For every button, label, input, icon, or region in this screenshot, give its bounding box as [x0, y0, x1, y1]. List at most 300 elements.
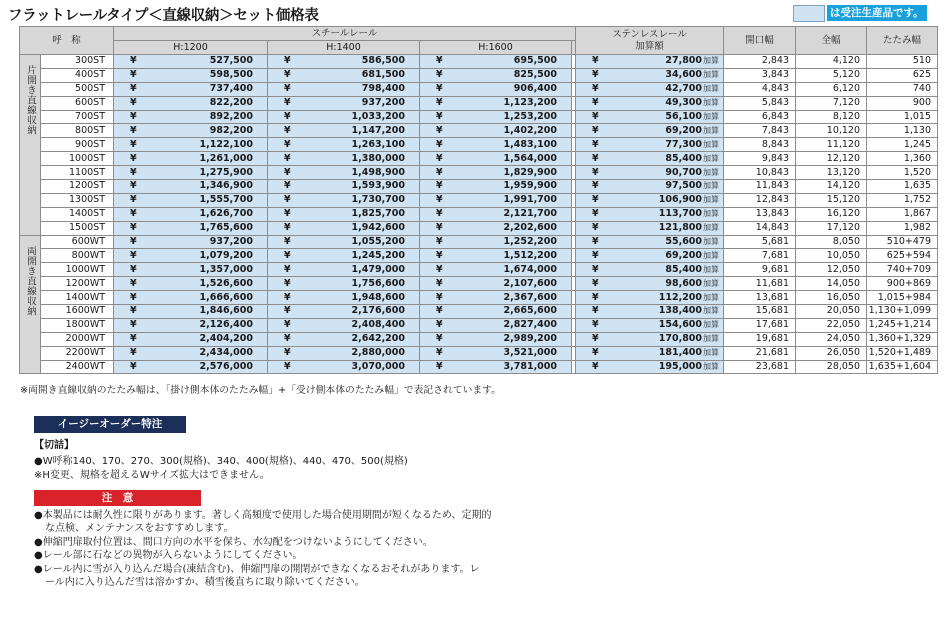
yen-sign: ¥ — [130, 97, 137, 109]
price-h1600 — [420, 277, 572, 291]
price-h1200 — [114, 138, 268, 152]
folded-width: 1,360+1,329 — [867, 332, 938, 346]
opening-width: 11,681 — [724, 277, 796, 291]
header-h1200: H:1200 — [114, 41, 268, 55]
yen-sign: ¥ — [130, 319, 137, 331]
yen-sign: ¥ — [436, 333, 443, 345]
row-name: 2400WT — [41, 360, 114, 374]
add-label: 加算 — [703, 195, 720, 205]
price-value: 737,400 — [209, 83, 254, 95]
yen-sign: ¥ — [130, 333, 137, 345]
add-label: 加算 — [703, 292, 720, 302]
add-label: 加算 — [703, 112, 720, 121]
row-name: 1200WT — [41, 277, 114, 291]
yen-sign: ¥ — [436, 222, 443, 234]
yen-sign: ¥ — [592, 97, 599, 109]
header-stainless — [576, 27, 724, 55]
yen-sign: ¥ — [436, 55, 443, 67]
yen-sign: ¥ — [284, 97, 291, 109]
price-value: 1,147,200 — [351, 124, 406, 136]
yen-sign: ¥ — [130, 69, 137, 81]
yen-sign: ¥ — [592, 83, 599, 95]
price-h1600 — [420, 82, 572, 96]
price-value: 598,500 — [209, 69, 254, 81]
yen-sign: ¥ — [436, 152, 443, 164]
yen-sign: ¥ — [284, 347, 291, 359]
total-width: 8,050 — [796, 235, 867, 249]
price-value: 1,593,900 — [351, 180, 406, 192]
price-h1400 — [268, 291, 420, 305]
price-value: 1,825,700 — [351, 208, 406, 220]
price-h1200 — [114, 249, 268, 263]
add-label: 加算 — [703, 334, 720, 344]
total-width: 5,120 — [796, 68, 867, 82]
stainless-value: 195,000 — [658, 361, 703, 373]
price-h1600 — [420, 55, 572, 69]
yen-sign: ¥ — [284, 111, 291, 122]
opening-width: 17,681 — [724, 318, 796, 332]
yen-sign: ¥ — [592, 361, 599, 373]
price-h1600 — [420, 180, 572, 194]
price-value: 1,555,700 — [199, 194, 254, 206]
total-width: 12,050 — [796, 263, 867, 277]
cut-line-2: ※H変更、規格を超えるWサイズ拡大はできません。 — [34, 470, 270, 481]
total-width: 10,050 — [796, 249, 867, 263]
opening-width: 21,681 — [724, 346, 796, 360]
stainless-add — [576, 82, 724, 96]
table-row — [20, 55, 938, 69]
row-name: 2200WT — [41, 346, 114, 360]
price-h1400 — [268, 68, 420, 82]
price-value: 1,756,600 — [351, 277, 406, 289]
table-body — [20, 55, 938, 374]
row-name: 1000ST — [41, 152, 114, 166]
yen-sign: ¥ — [130, 277, 137, 289]
add-label: 加算 — [703, 250, 720, 260]
price-value: 822,200 — [209, 97, 254, 109]
price-h1600 — [420, 68, 572, 82]
folded-width: 740+709 — [867, 263, 938, 277]
opening-width: 5,681 — [724, 235, 796, 249]
total-width: 13,120 — [796, 166, 867, 180]
opening-width: 5,843 — [724, 96, 796, 110]
total-width: 14,050 — [796, 277, 867, 291]
total-width: 20,050 — [796, 305, 867, 319]
yen-sign: ¥ — [284, 361, 291, 373]
yen-sign: ¥ — [592, 319, 599, 331]
stainless-add — [576, 332, 724, 346]
table-row — [20, 96, 938, 110]
price-value: 1,765,600 — [199, 222, 254, 234]
yen-sign: ¥ — [436, 249, 443, 261]
table-row — [20, 249, 938, 263]
yen-sign: ¥ — [436, 180, 443, 192]
stainless-add — [576, 110, 724, 124]
yen-sign: ¥ — [592, 111, 599, 122]
yen-sign: ¥ — [592, 347, 599, 359]
yen-sign: ¥ — [284, 222, 291, 234]
stainless-value: 34,600 — [665, 69, 703, 81]
row-name: 900ST — [41, 138, 114, 152]
price-h1400 — [268, 124, 420, 138]
price-value: 2,404,200 — [199, 333, 254, 345]
stainless-add — [576, 96, 724, 110]
price-h1600 — [420, 291, 572, 305]
price-value: 2,880,000 — [351, 347, 406, 359]
price-h1400 — [268, 263, 420, 277]
add-label: 加算 — [703, 362, 720, 372]
stainless-add — [576, 277, 724, 291]
row-name: 800ST — [41, 124, 114, 138]
opening-width: 9,681 — [724, 263, 796, 277]
yen-sign: ¥ — [284, 194, 291, 206]
price-value: 1,512,200 — [503, 249, 558, 261]
stainless-add — [576, 318, 724, 332]
price-h1400 — [268, 235, 420, 249]
opening-width: 15,681 — [724, 305, 796, 319]
price-value: 1,245,200 — [351, 249, 406, 261]
table-row — [20, 124, 938, 138]
price-h1600 — [420, 305, 572, 319]
price-h1600 — [420, 346, 572, 360]
price-h1400 — [268, 138, 420, 152]
price-value: 1,079,200 — [199, 249, 254, 261]
table-row — [20, 332, 938, 346]
price-h1400 — [268, 346, 420, 360]
yen-sign: ¥ — [284, 263, 291, 275]
yen-sign: ¥ — [284, 83, 291, 95]
yen-sign: ¥ — [284, 319, 291, 331]
yen-sign: ¥ — [130, 208, 137, 220]
yen-sign: ¥ — [284, 124, 291, 136]
price-h1400 — [268, 360, 420, 374]
header-opening: 開口幅 — [724, 27, 796, 55]
price-value: 982,200 — [209, 124, 254, 136]
stainless-add — [576, 360, 724, 374]
price-value: 1,261,000 — [199, 152, 254, 164]
price-value: 1,626,700 — [199, 208, 254, 220]
price-h1200 — [114, 124, 268, 138]
yen-sign: ¥ — [592, 152, 599, 164]
price-value: 1,275,900 — [199, 166, 254, 178]
stainless-add — [576, 305, 724, 319]
price-value: 2,642,200 — [351, 333, 406, 345]
folded-width: 625 — [867, 68, 938, 82]
add-label: 加算 — [703, 167, 720, 177]
total-width: 26,050 — [796, 346, 867, 360]
price-value: 2,827,400 — [503, 319, 558, 331]
price-h1200 — [114, 68, 268, 82]
yen-sign: ¥ — [284, 152, 291, 164]
yen-sign: ¥ — [130, 124, 137, 136]
opening-width: 13,681 — [724, 291, 796, 305]
price-h1200 — [114, 346, 268, 360]
header-name: 呼 称 — [20, 27, 114, 55]
price-value: 1,942,600 — [351, 222, 406, 234]
yen-sign: ¥ — [130, 180, 137, 192]
stainless-add — [576, 152, 724, 166]
yen-sign: ¥ — [592, 208, 599, 220]
price-value: 1,380,000 — [351, 152, 406, 164]
price-value: 798,400 — [361, 83, 406, 95]
yen-sign: ¥ — [436, 194, 443, 206]
yen-sign: ¥ — [592, 222, 599, 234]
yen-sign: ¥ — [130, 194, 137, 206]
price-value: 1,829,900 — [503, 166, 558, 178]
row-name: 500ST — [41, 82, 114, 96]
price-h1600 — [420, 249, 572, 263]
table-row — [20, 221, 938, 235]
price-value: 527,500 — [209, 55, 254, 67]
price-h1600 — [420, 318, 572, 332]
price-h1200 — [114, 207, 268, 221]
price-h1200 — [114, 96, 268, 110]
row-name: 1800WT — [41, 318, 114, 332]
yen-sign: ¥ — [436, 277, 443, 289]
row-name: 600ST — [41, 96, 114, 110]
stainless-value: 106,900 — [658, 194, 703, 206]
stainless-value: 98,600 — [665, 277, 703, 289]
stainless-value: 181,400 — [658, 347, 703, 359]
stainless-add — [576, 124, 724, 138]
yen-sign: ¥ — [130, 291, 137, 303]
header-steel: スチールレール — [114, 27, 576, 41]
stainless-add — [576, 207, 724, 221]
opening-width: 14,843 — [724, 221, 796, 235]
price-h1200 — [114, 263, 268, 277]
group-label-text: 両開き直線収納 — [25, 245, 36, 316]
stainless-add — [576, 346, 724, 360]
row-name: 2000WT — [41, 332, 114, 346]
yen-sign: ¥ — [130, 263, 137, 275]
add-label: 加算 — [703, 84, 720, 94]
footnote: ※両開き直線収納のたたみ幅は、「掛け側本体のたたみ幅」+「受け側本体のたたみ幅」で表記されています。 — [20, 385, 501, 396]
stainless-add — [576, 291, 724, 305]
opening-width: 7,843 — [724, 124, 796, 138]
stainless-value: 69,200 — [665, 124, 703, 136]
yen-sign: ¥ — [284, 166, 291, 178]
yen-sign: ¥ — [436, 319, 443, 331]
stainless-value: 170,800 — [658, 333, 703, 345]
stainless-value: 85,400 — [665, 152, 703, 164]
price-h1600 — [420, 96, 572, 110]
price-value: 1,959,900 — [503, 180, 558, 192]
folded-width: 1,015+984 — [867, 291, 938, 305]
yen-sign: ¥ — [436, 291, 443, 303]
yen-sign: ¥ — [436, 347, 443, 359]
yen-sign: ¥ — [592, 305, 599, 317]
total-width: 22,050 — [796, 318, 867, 332]
folded-width: 900+869 — [867, 277, 938, 291]
table-row — [20, 318, 938, 332]
price-value: 586,500 — [361, 55, 406, 67]
price-h1600 — [420, 193, 572, 207]
price-value: 2,121,700 — [503, 208, 558, 220]
header-total: 全幅 — [796, 27, 867, 55]
header-gap — [572, 41, 576, 55]
yen-sign: ¥ — [592, 263, 599, 275]
price-h1200 — [114, 305, 268, 319]
yen-sign: ¥ — [284, 277, 291, 289]
yen-sign: ¥ — [436, 138, 443, 150]
legend — [793, 5, 939, 22]
price-value: 825,500 — [513, 69, 558, 81]
add-label: 加算 — [703, 139, 720, 149]
price-value: 1,055,200 — [351, 236, 406, 248]
stainless-add — [576, 263, 724, 277]
caution-line: ●本製品には耐久性に限りがあります。著しく高頻度で使用した場合使用期間が短くなるため、定期的 — [34, 510, 492, 521]
folded-width: 510+479 — [867, 235, 938, 249]
price-value: 2,434,000 — [199, 347, 254, 359]
price-value: 1,526,600 — [199, 277, 254, 289]
yen-sign: ¥ — [592, 291, 599, 303]
total-width: 17,120 — [796, 221, 867, 235]
add-label: 加算 — [703, 98, 720, 108]
yen-sign: ¥ — [436, 69, 443, 81]
stainless-add — [576, 180, 724, 194]
stainless-value: 55,600 — [665, 236, 703, 248]
yen-sign: ¥ — [436, 361, 443, 373]
price-h1200 — [114, 193, 268, 207]
stainless-value: 77,300 — [665, 138, 703, 150]
folded-width: 1,130 — [867, 124, 938, 138]
yen-sign: ¥ — [130, 222, 137, 234]
add-label: 加算 — [703, 181, 720, 191]
price-h1600 — [420, 360, 572, 374]
stainless-value: 97,500 — [665, 180, 703, 192]
opening-width: 2,843 — [724, 55, 796, 69]
yen-sign: ¥ — [436, 83, 443, 95]
stainless-value: 49,300 — [665, 97, 703, 109]
price-h1200 — [114, 235, 268, 249]
add-label: 加算 — [703, 209, 720, 219]
cut-heading: 【切詰】 — [34, 440, 74, 451]
yen-sign: ¥ — [436, 124, 443, 136]
price-h1200 — [114, 82, 268, 96]
add-label: 加算 — [703, 306, 720, 316]
price-h1400 — [268, 82, 420, 96]
caution-line: ●伸縮門扉取付位置は、間口方向の水平を保ち、水勾配をつけないようにしてください。 — [34, 536, 433, 548]
price-h1600 — [420, 152, 572, 166]
price-value: 1,483,100 — [503, 138, 558, 150]
stainless-add — [576, 55, 724, 69]
row-name: 400ST — [41, 68, 114, 82]
yen-sign: ¥ — [284, 305, 291, 317]
cut-line-1: ●W呼称140、170、270、300(規格)、340、400(規格)、440、470、500(規格) — [34, 456, 408, 467]
price-h1200 — [114, 318, 268, 332]
stainless-value: 27,800 — [665, 55, 703, 67]
table-row — [20, 360, 938, 374]
price-value: 906,400 — [513, 83, 558, 95]
price-h1400 — [268, 180, 420, 194]
price-value: 1,674,000 — [503, 263, 558, 275]
price-h1600 — [420, 207, 572, 221]
opening-width: 13,843 — [724, 207, 796, 221]
price-value: 1,730,700 — [351, 194, 406, 206]
row-name: 1200ST — [41, 180, 114, 194]
folded-width: 1,245 — [867, 138, 938, 152]
yen-sign: ¥ — [592, 124, 599, 136]
price-h1200 — [114, 360, 268, 374]
folded-width: 1,867 — [867, 207, 938, 221]
stainless-value: 113,700 — [658, 208, 703, 220]
yen-sign: ¥ — [592, 194, 599, 206]
price-value: 1,666,600 — [199, 291, 254, 303]
price-value: 892,200 — [209, 111, 254, 122]
folded-width: 900 — [867, 96, 938, 110]
folded-width: 740 — [867, 82, 938, 96]
table-row — [20, 277, 938, 291]
price-h1200 — [114, 180, 268, 194]
price-value: 1,263,100 — [351, 138, 406, 150]
price-value: 1,479,000 — [351, 263, 406, 275]
folded-width: 1,982 — [867, 221, 938, 235]
table-row — [20, 152, 938, 166]
yen-sign: ¥ — [592, 166, 599, 178]
price-value: 2,576,000 — [199, 361, 254, 373]
total-width: 15,120 — [796, 193, 867, 207]
stainless-value: 56,100 — [665, 111, 703, 122]
yen-sign: ¥ — [130, 166, 137, 178]
row-name: 1300ST — [41, 193, 114, 207]
price-value: 1,357,000 — [199, 263, 254, 275]
folded-width: 1,635+1,604 — [867, 360, 938, 374]
price-h1200 — [114, 277, 268, 291]
table-row — [20, 305, 938, 319]
yen-sign: ¥ — [284, 55, 291, 67]
price-h1400 — [268, 207, 420, 221]
price-value: 1,252,200 — [503, 236, 558, 248]
table-row — [20, 82, 938, 96]
price-h1600 — [420, 221, 572, 235]
yen-sign: ¥ — [284, 208, 291, 220]
price-value: 3,521,000 — [503, 347, 558, 359]
yen-sign: ¥ — [284, 138, 291, 150]
stainless-add — [576, 68, 724, 82]
price-h1200 — [114, 166, 268, 180]
yen-sign: ¥ — [436, 97, 443, 109]
header-h1600: H:1600 — [420, 41, 572, 55]
total-width: 28,050 — [796, 360, 867, 374]
price-value: 1,991,700 — [503, 194, 558, 206]
add-label: 加算 — [703, 348, 720, 358]
price-h1400 — [268, 96, 420, 110]
stainless-add — [576, 166, 724, 180]
price-value: 2,176,600 — [351, 305, 406, 317]
opening-width: 23,681 — [724, 360, 796, 374]
price-value: 1,122,100 — [199, 138, 254, 150]
add-label: 加算 — [703, 70, 720, 80]
row-name: 300ST — [41, 55, 114, 69]
opening-width: 7,681 — [724, 249, 796, 263]
table-row — [20, 346, 938, 360]
yen-sign: ¥ — [284, 333, 291, 345]
yen-sign: ¥ — [130, 236, 137, 248]
caution-list — [34, 509, 492, 589]
price-table — [19, 26, 938, 374]
opening-width: 19,681 — [724, 332, 796, 346]
table-row — [20, 110, 938, 124]
yen-sign: ¥ — [592, 249, 599, 261]
easy-order-banner: イージーオーダー特注 — [34, 416, 186, 433]
opening-width: 4,843 — [724, 82, 796, 96]
table-row — [20, 68, 938, 82]
price-value: 681,500 — [361, 69, 406, 81]
price-h1200 — [114, 221, 268, 235]
header-folded: たたみ幅 — [867, 27, 938, 55]
caution-line: な点検、メンテナンスをおすすめします。 — [45, 523, 234, 535]
total-width: 24,050 — [796, 332, 867, 346]
